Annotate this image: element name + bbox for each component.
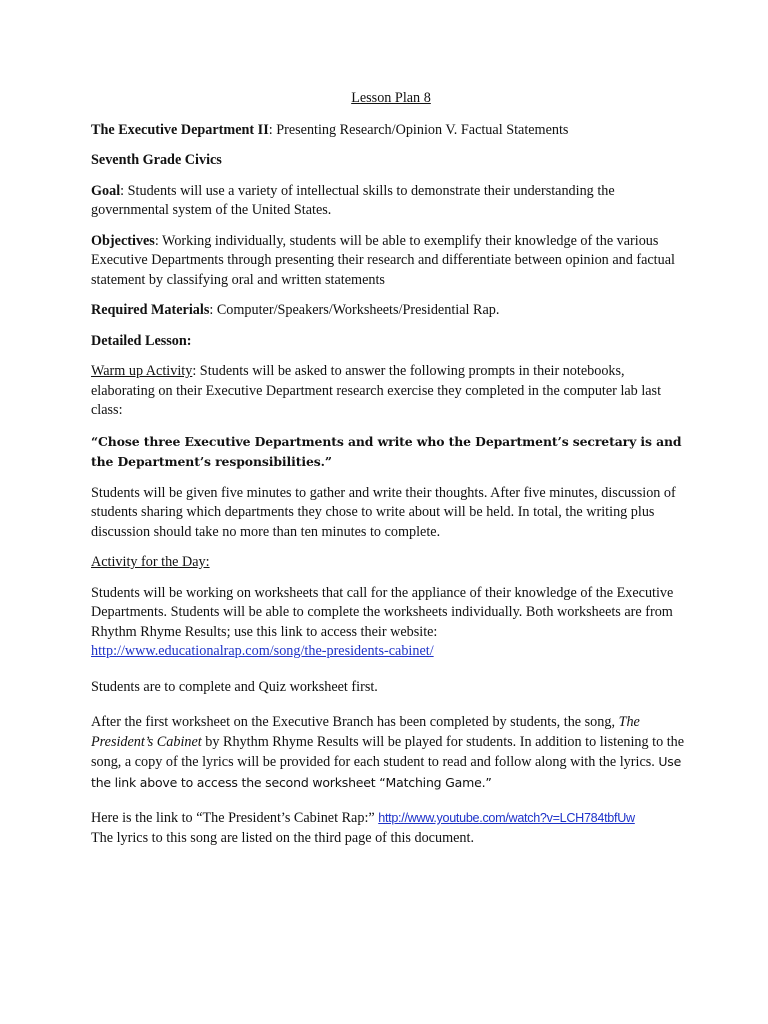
objectives-text: : Working individually, students will be able to exemplify their knowledge of the various Executive Departments through presenting their research and differentiate between opinion and factual statement by classifying oral and written statements: [91, 232, 675, 288]
objectives-paragraph: [91, 232, 691, 291]
activity-heading: [91, 553, 691, 573]
warmup-prompt: “Chose three Executive Departments and write who the Department’s secretary is and the Department’s responsibilities.”: [91, 433, 682, 469]
grade-heading: [91, 151, 691, 171]
lesson-title: Lesson Plan 8: [351, 90, 431, 106]
after-first-paragraph: [91, 713, 691, 793]
youtube-link[interactable]: http://www.youtube.com/watch?v=LCH784tbfUw: [378, 811, 635, 825]
materials-label: Required Materials: [91, 302, 210, 318]
after-first-text-a: After the first worksheet on the Executive Branch has been completed by students, the song,: [91, 714, 619, 730]
detailed-lesson-heading: [91, 332, 691, 352]
educationalrap-link[interactable]: http://www.educationalrap.com/song/the-presidents-cabinet/: [91, 643, 434, 659]
rap-link-paragraph: [91, 809, 691, 848]
warmup-paragraph: [91, 362, 691, 421]
heading-label: The Executive Department II: [91, 121, 269, 138]
goal-paragraph: [91, 182, 691, 221]
materials-paragraph: [91, 301, 691, 321]
warmup-followup: Students will be given five minutes to gather and write their thoughts. After five minutes, discussion of students sharing which departments they chose to write about will be held. In total, the writing plus discussion should take no more than ten minutes to complete.: [91, 484, 676, 540]
activity-heading-label: Activity for the Day:: [91, 554, 210, 570]
quiz-paragraph: Students are to complete and Quiz worksheet first.: [91, 678, 378, 695]
song-title: The President’s Cabinet: [91, 714, 640, 750]
objectives-label: Objectives: [91, 232, 155, 249]
activity-text: Students will be working on worksheets that call for the appliance of their knowledge of the Executive Departments. Students will be able to complete the worksheets individually. Both worksheets are from Rhythm Rhyme Results; use this link to access their website:: [91, 584, 674, 640]
rap-link-text: Here is the link to “The President’s Cabinet Rap:”: [91, 810, 379, 826]
after-first-text-b: by Rhythm Rhyme Results will be played for students. In addition to listening to the song, a copy of the lyrics will be provided for each student to read and follow along with the lyrics.: [91, 733, 685, 770]
after-first-text-c: Use the link above to access the second worksheet “Matching Game.”: [91, 754, 682, 790]
warmup-label: Warm up Activity: [91, 363, 193, 379]
grade-label: Seventh Grade Civics: [91, 152, 222, 168]
warmup-text: : Students will be asked to answer the following prompts in their notebooks, elaborating on their Executive Department research exercise they completed in the computer lab last class:: [91, 363, 662, 418]
goal-text: : Students will use a variety of intellectual skills to demonstrate their understanding the governmental system of the United States.: [91, 182, 615, 218]
detailed-lesson-label: Detailed Lesson:: [91, 332, 192, 349]
lesson-heading: [91, 121, 691, 141]
activity-paragraph: [91, 584, 691, 662]
materials-text: : Computer/Speakers/Worksheets/Presidential Rap.: [209, 302, 500, 318]
heading-rest: : Presenting Research/Opinion V. Factual Statements: [268, 121, 569, 138]
goal-label: Goal: [91, 182, 121, 199]
document-page: [91, 89, 691, 848]
lyrics-note: The lyrics to this song are listed on the third page of this document.: [91, 829, 474, 846]
